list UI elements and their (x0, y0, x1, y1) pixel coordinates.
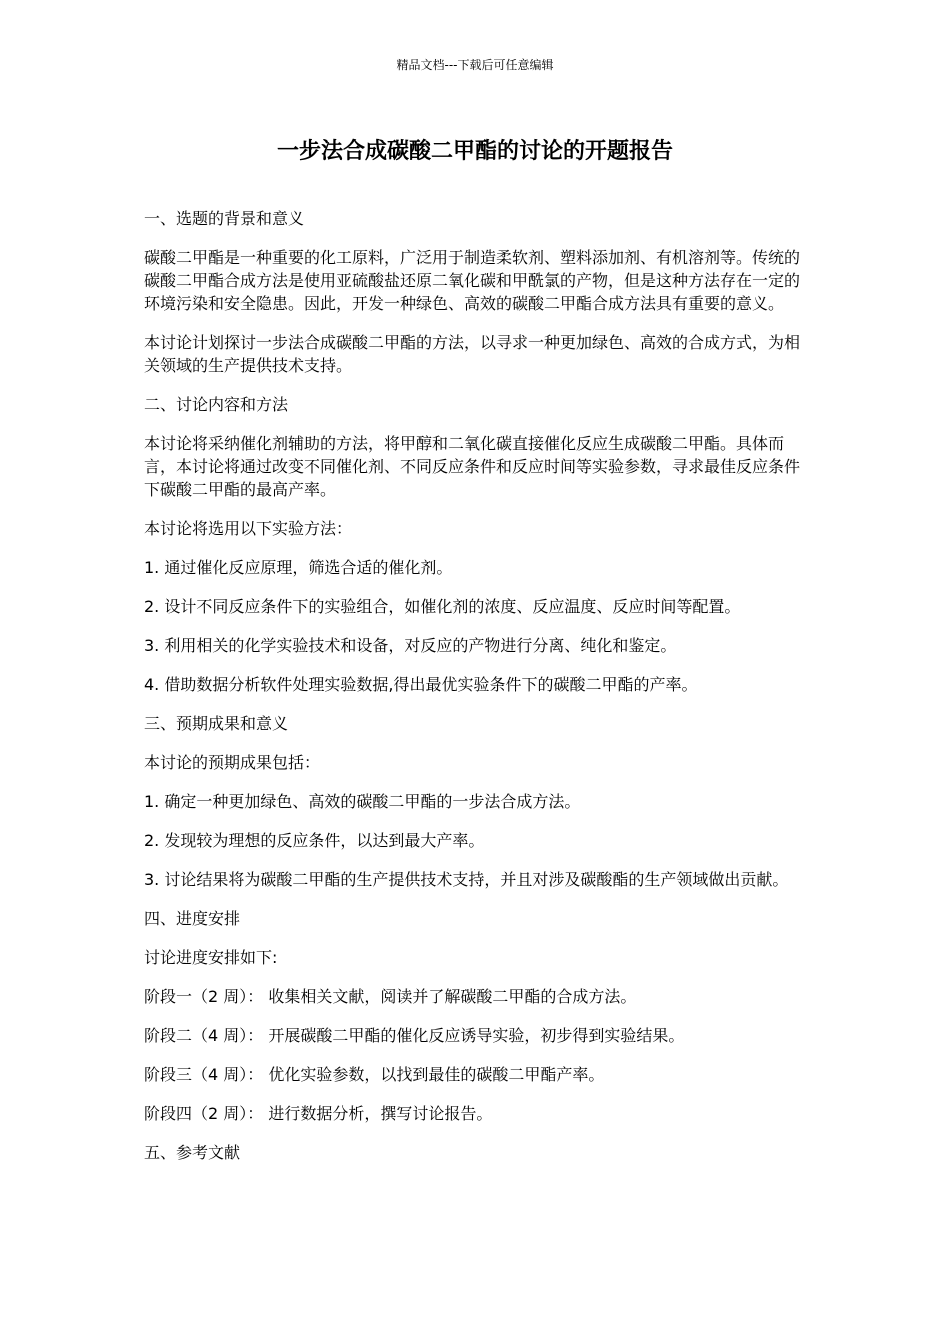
schedule-stage-1: 阶段一（2 周）： 收集相关文献，阅读并了解碳酸二甲酯的合成方法。 (144, 987, 637, 1006)
section-heading-references: 五、参考文献 (144, 1143, 241, 1162)
list-item-method-3: 3. 利用相关的化学实验技术和设备，对反应的产物进行分离、纯化和鉴定。 (144, 636, 677, 655)
schedule-stage-4: 阶段四（2 周）： 进行数据分析，撰写讨论报告。 (144, 1104, 493, 1123)
paragraph-expected-intro: 本讨论的预期成果包括： (144, 753, 321, 772)
paragraph-schedule-intro: 讨论进度安排如下: (144, 948, 278, 967)
list-item-method-1: 1. 通过催化反应原理，筛选合适的催化剂。 (144, 558, 453, 577)
schedule-stage-2: 阶段二（4 周）： 开展碳酸二甲酯的催化反应诱导实验，初步得到实验结果。 (144, 1026, 685, 1045)
list-item-result-3: 3. 讨论结果将为碳酸二甲酯的生产提供技术支持，并且对涉及碳酸酯的生产领域做出贡献。 (144, 870, 789, 889)
schedule-stage-3: 阶段三（4 周）： 优化实验参数，以找到最佳的碳酸二甲酯产率。 (144, 1065, 605, 1084)
page-header: 精品文档---下载后可任意编辑 (396, 58, 554, 72)
list-item-method-4: 4. 借助数据分析软件处理实验数据,得出最优实验条件下的碳酸二甲酯的产率。 (144, 675, 698, 694)
paragraph-plan: 本讨论计划探讨一步法合成碳酸二甲酯的方法，以寻求一种更加绿色、高效的合成方式，为相关领域的生产提供技术支持。 (144, 333, 801, 375)
list-item-result-1: 1. 确定一种更加绿色、高效的碳酸二甲酯的一步法合成方法。 (144, 792, 581, 811)
section-heading-schedule: 四、进度安排 (144, 909, 241, 928)
section-heading-expected-results: 三、预期成果和意义 (144, 714, 289, 733)
document-body (144, 207, 809, 1180)
document-title: 一步法合成碳酸二甲酯的讨论的开题报告 (276, 139, 673, 164)
paragraph-background: 碳酸二甲酯是一种重要的化工原料，广泛用于制造柔软剂、塑料添加剂、有机溶剂等。传统的碳酸二甲酯合成方法是使用亚硫酸盐还原二氧化碳和甲酰氯的产物，但是这种方法存在一定的环境污染和安全隐患。因此，开发一种绿色、高效的碳酸二甲酯合成方法具有重要的意义。 (144, 248, 801, 313)
paragraph-method: 本讨论将采纳催化剂辅助的方法，将甲醇和二氧化碳直接催化反应生成碳酸二甲酯。具体而言，本讨论将通过改变不同催化剂、不同反应条件和反应时间等实验参数，寻求最佳反应条件下碳酸二甲酯的最高产率。 (144, 434, 801, 499)
list-item-result-2: 2. 发现较为理想的反应条件，以达到最大产率。 (144, 831, 485, 850)
list-item-method-2: 2. 设计不同反应条件下的实验组合，如催化剂的浓度、反应温度、反应时间等配置。 (144, 597, 741, 616)
section-heading-background: 一、选题的背景和意义 (144, 209, 305, 228)
section-heading-content-method: 二、讨论内容和方法 (144, 395, 289, 414)
paragraph-experiment-intro: 本讨论将选用以下实验方法： (144, 519, 353, 538)
